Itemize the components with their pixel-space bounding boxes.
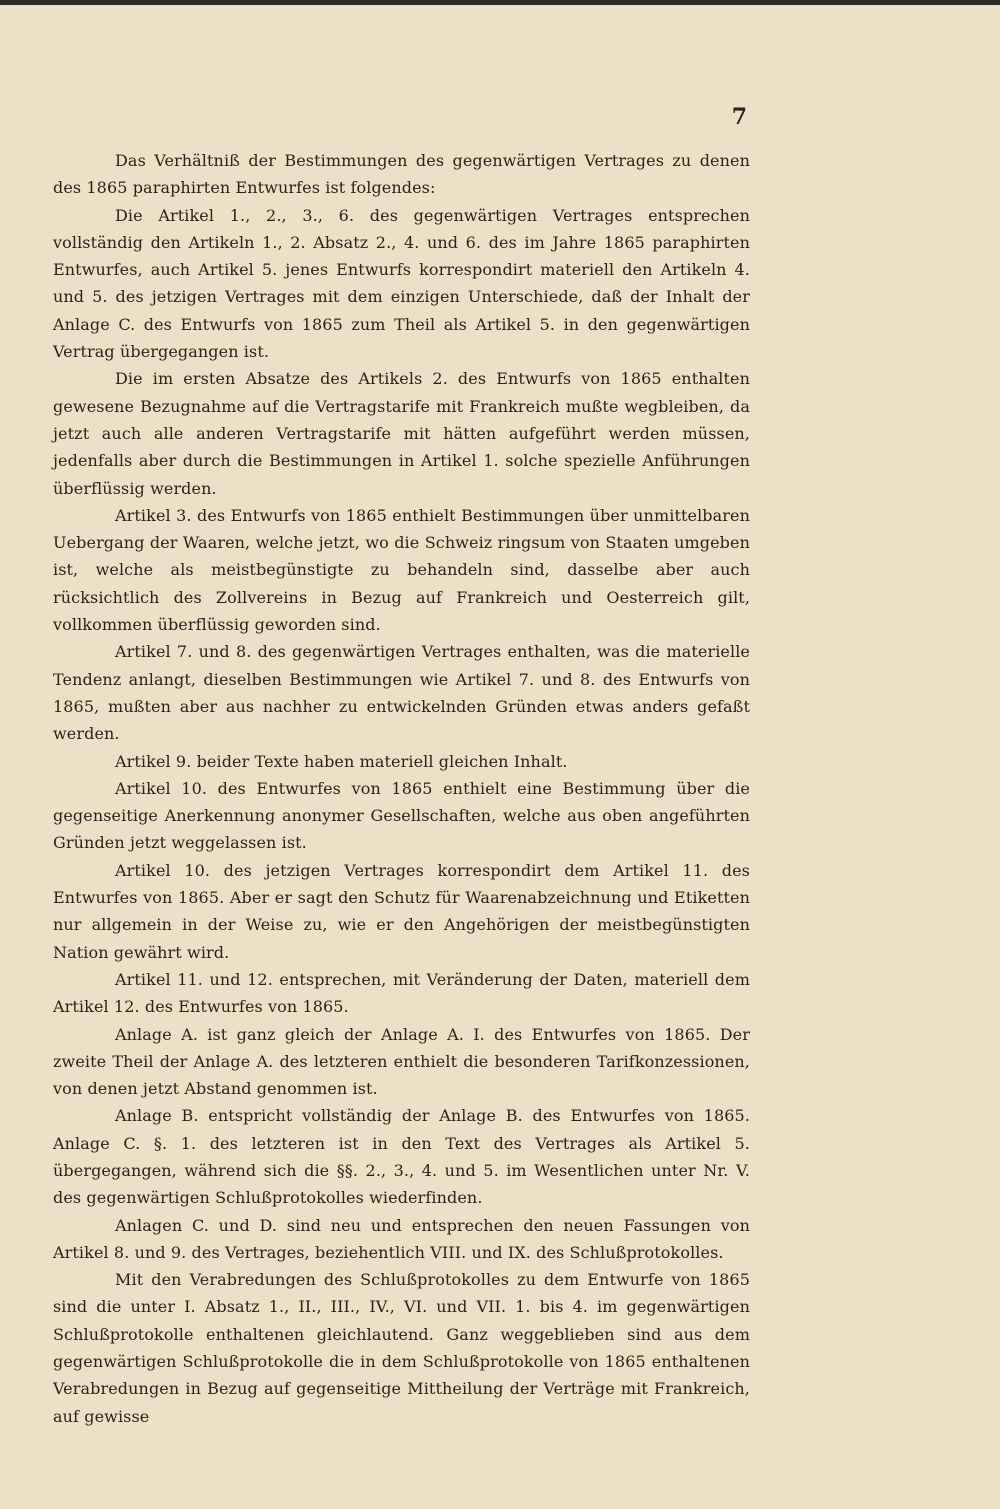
paragraph: Anlage A. ist ganz gleich der Anlage A. I. des Entwurfes von 1865. Der zweite Theil der Anlage A. des letzteren enthielt die besonderen Tarifkonzessionen, von denen jetzt Abstand genommen ist. — [53, 1024, 750, 1099]
page-number: 7 — [731, 104, 747, 130]
paragraph: Die im ersten Absatze des Artikels 2. des Entwurfs von 1865 enthalten gewesene Bezugnahme auf die Vertragstarife mit Frankreich mußte wegbleiben, da jetzt auch alle anderen Vertragstarife mit hätten aufgeführt werden müssen, jedenfalls aber durch die Bestimmungen in Artikel 1. solche spezielle Anführungen überflüssig werden. — [53, 369, 750, 498]
paragraph: Mit den Verabredungen des Schlußprotokolles zu dem Entwurfe von 1865 sind die unter I. Absatz 1., II., III., IV., VI. und VII. 1. bis 4. im gegenwärtigen Schlußprotokolle enthaltenen gleichlautend. Ganz weggeblieben sind aus dem gegenwärtigen Schlußprotokolle die in dem Schlußprotokolle von 1865 enthaltenen Verabredungen in Bezug auf gegenseitige Mittheilung der Verträge mit Frankreich, auf gewisse — [53, 1270, 750, 1426]
paragraph: Artikel 3. des Entwurfs von 1865 enthielt Bestimmungen über unmittelbaren Uebergang der Waaren, welche jetzt, wo die Schweiz ringsum von Staaten umgeben ist, welche als meistbegünstigte zu behandeln sind, dasselbe aber auch rücksichtlich des Zollvereins in Bezug auf Frankreich und Oesterreich gilt, vollkommen überflüssig geworden sind. — [53, 505, 750, 635]
top-edge-rule — [0, 0, 1000, 5]
paragraph: Artikel 10. des Entwurfes von 1865 enthielt eine Bestimmung über die gegenseitige Anerkennung anonymer Gesellschaften, welche aus oben angeführten Gründen jetzt weggelassen ist. — [53, 778, 750, 853]
paragraph: Artikel 7. und 8. des gegenwärtigen Vertrages enthalten, was die materielle Tendenz anlangt, dieselben Bestimmungen wie Artikel 7. und 8. des Entwurfs von 1865, mußten aber aus nachher zu entwickelnden Gründen etwas anders gefaßt werden. — [53, 642, 750, 744]
body-text — [53, 147, 750, 1430]
paragraph: Artikel 9. beider Texte haben materiell gleichen Inhalt. — [115, 751, 568, 771]
paragraph: Anlage B. entspricht vollständig der Anlage B. des Entwurfes von 1865. Anlage C. §. 1. des letzteren ist in den Text des Vertrages als Artikel 5. übergegangen, während sich die §§. 2., 3., 4. und 5. im Wesentlichen unter Nr. V. des gegenwärtigen Schlußprotokolles wiederfinden. — [53, 1106, 750, 1208]
paragraph: Das Verhältniß der Bestimmungen des gegenwärtigen Vertrages zu denen des 1865 paraphirten Entwurfes ist folgendes: — [53, 151, 750, 198]
paragraph: Artikel 10. des jetzigen Vertrages korrespondirt dem Artikel 11. des Entwurfes von 1865. Aber er sagt den Schutz für Waarenabzeichnung und Etiketten nur allgemein in der Weise zu, wie er den Angehörigen der meistbegünstigten Nation gewährt wird. — [53, 860, 750, 962]
paragraph: Artikel 11. und 12. entsprechen, mit Veränderung der Daten, materiell dem Artikel 12. des Entwurfes von 1865. — [53, 969, 750, 1017]
paragraph: Die Artikel 1., 2., 3., 6. des gegenwärtigen Vertrages entsprechen vollständig den Artikeln 1., 2. Absatz 2., 4. und 6. des im Jahre 1865 paraphirten Entwurfes, auch Artikel 5. jenes Entwurfs korrespondirt materiell den Artikeln 4. und 5. des jetzigen Vertrages mit dem einzigen Unterschiede, daß der Inhalt der Anlage C. des Entwurfs von 1865 zum Theil als Artikel 5. in den gegenwärtigen Vertrag übergegangen ist. — [53, 205, 750, 362]
paragraph: Anlagen C. und D. sind neu und entsprechen den neuen Fassungen von Artikel 8. und 9. des Vertrages, beziehentlich VIII. und IX. des Schlußprotokolles. — [53, 1215, 750, 1262]
